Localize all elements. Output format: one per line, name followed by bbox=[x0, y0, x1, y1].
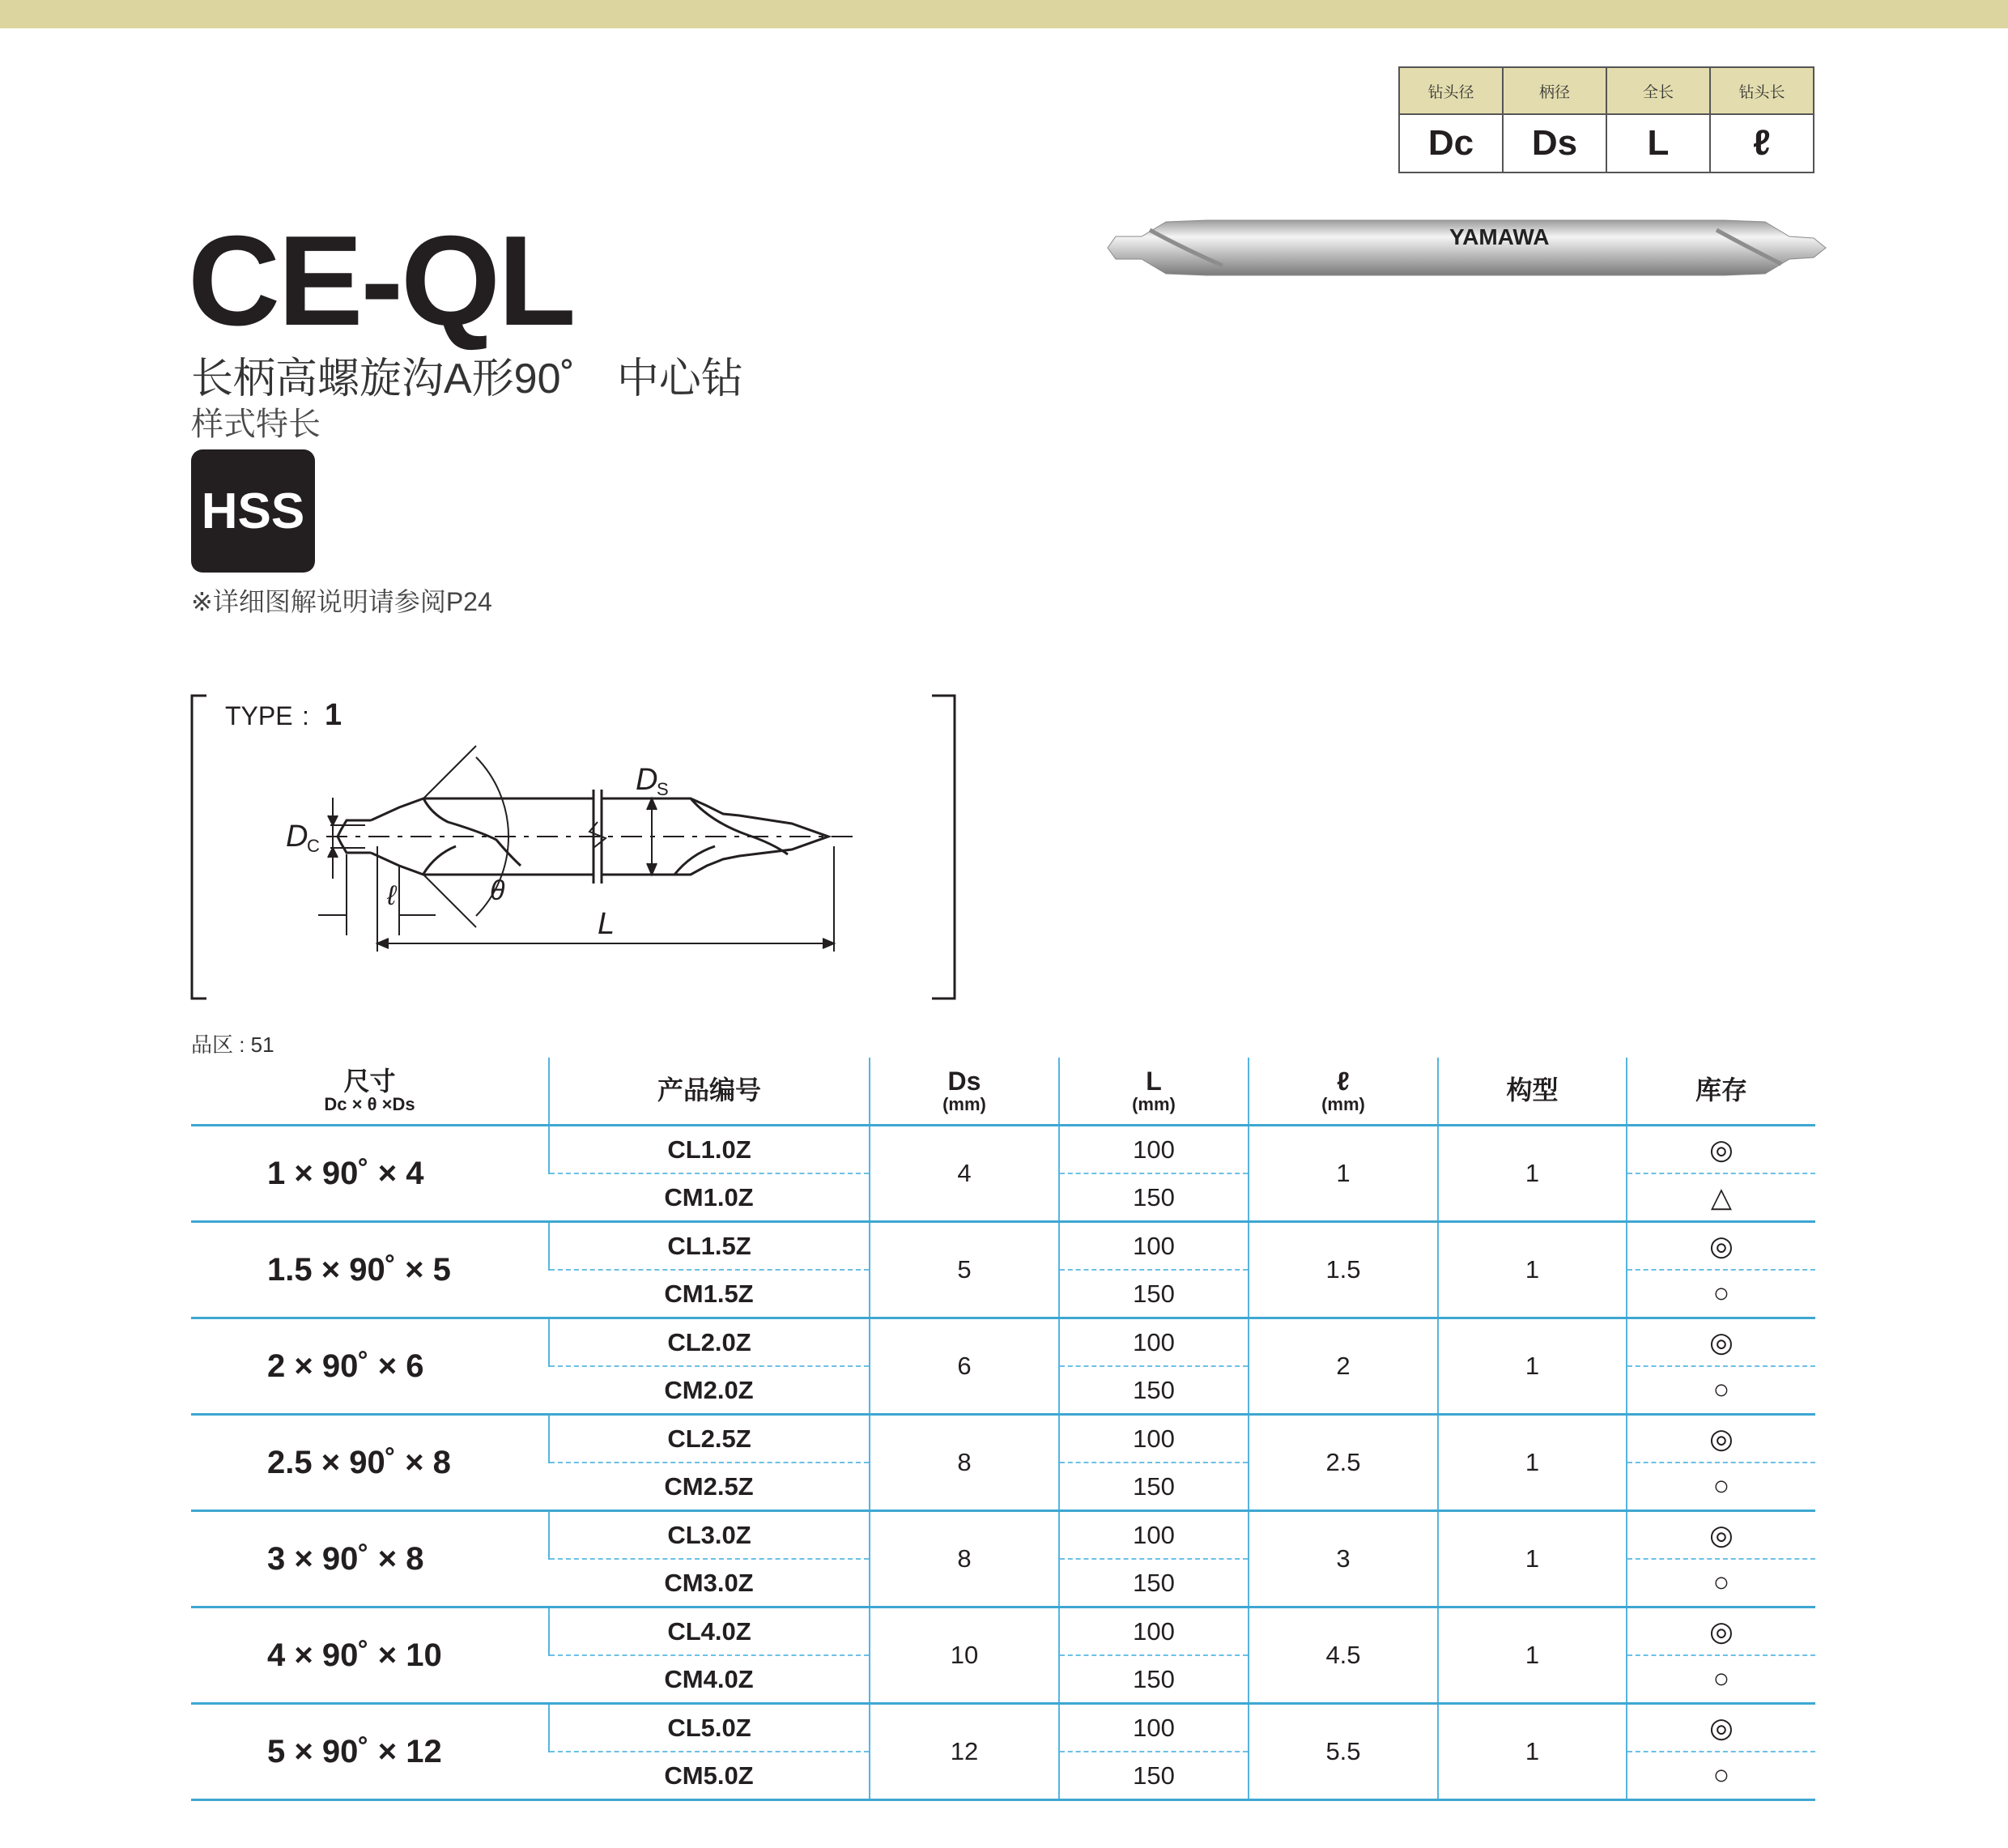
header-code: 产品编号 bbox=[549, 1058, 870, 1126]
type-value: 1 bbox=[325, 698, 342, 732]
legend-header: 钻头径 bbox=[1399, 67, 1503, 114]
ds-cell: 12 bbox=[870, 1704, 1059, 1800]
flute-length-cell: 1.5 bbox=[1249, 1222, 1438, 1318]
header-type: 构型 bbox=[1438, 1058, 1627, 1126]
stock-cell: ◎ bbox=[1627, 1126, 1815, 1174]
center-drill-photo bbox=[1101, 209, 1830, 287]
length-cell: 150 bbox=[1059, 1173, 1249, 1222]
dc-sub: C bbox=[307, 836, 320, 856]
product-code-cell: CM5.0Z bbox=[549, 1752, 870, 1800]
product-subtitle: 长柄高螺旋沟A形90˚ 中心钻 bbox=[191, 356, 743, 402]
table-row bbox=[191, 1704, 1815, 1752]
header-flute-length: ℓ (mm) bbox=[1249, 1058, 1438, 1126]
product-code-cell: CL3.0Z bbox=[549, 1511, 870, 1560]
size-cell: 4 × 90˚ × 10 bbox=[191, 1607, 549, 1704]
table-row bbox=[191, 1126, 1815, 1174]
type-cell: 1 bbox=[1438, 1222, 1627, 1318]
product-code-cell: CL4.0Z bbox=[549, 1607, 870, 1656]
ds-cell: 10 bbox=[870, 1607, 1059, 1704]
product-code-cell: CL1.0Z bbox=[549, 1126, 870, 1174]
type-cell: 1 bbox=[1438, 1607, 1627, 1704]
size-cell: 3 × 90˚ × 8 bbox=[191, 1511, 549, 1607]
flute-length-cell: 3 bbox=[1249, 1511, 1438, 1607]
svg-text::: : bbox=[302, 701, 309, 730]
product-code-cell: CM2.0Z bbox=[549, 1366, 870, 1415]
length-cell: 150 bbox=[1059, 1270, 1249, 1318]
table-row bbox=[191, 1222, 1815, 1271]
header-size: 尺寸 Dc × θ ×Ds bbox=[191, 1058, 549, 1126]
flute-length-cell: 2.5 bbox=[1249, 1415, 1438, 1511]
stock-cell: ○ bbox=[1627, 1366, 1815, 1415]
stock-cell: ○ bbox=[1627, 1463, 1815, 1511]
table-row bbox=[191, 1415, 1815, 1463]
length-cell: 100 bbox=[1059, 1222, 1249, 1271]
stock-cell: ◎ bbox=[1627, 1607, 1815, 1656]
legend-header: 钻头长 bbox=[1710, 67, 1814, 114]
legend-header: 柄径 bbox=[1503, 67, 1606, 114]
legend-symbol: Dc bbox=[1399, 114, 1503, 172]
size-cell: 1 × 90˚ × 4 bbox=[191, 1126, 549, 1222]
ds-cell: 8 bbox=[870, 1511, 1059, 1607]
header-stock: 库存 bbox=[1627, 1058, 1815, 1126]
product-code: CE-QL bbox=[188, 210, 574, 352]
product-code-cell: CM1.0Z bbox=[549, 1173, 870, 1222]
length-cell: 150 bbox=[1059, 1752, 1249, 1800]
flute-length-cell: 1 bbox=[1249, 1126, 1438, 1222]
theta-label: θ bbox=[490, 875, 505, 906]
bracket-left bbox=[192, 696, 206, 999]
stock-cell: △ bbox=[1627, 1173, 1815, 1222]
product-code-cell: CM3.0Z bbox=[549, 1559, 870, 1607]
flute-length-cell: 2 bbox=[1249, 1318, 1438, 1415]
stock-cell: ◎ bbox=[1627, 1222, 1815, 1271]
table-row bbox=[191, 1607, 1815, 1656]
ds-cell: 5 bbox=[870, 1222, 1059, 1318]
length-cell: 100 bbox=[1059, 1318, 1249, 1367]
ds-label: D bbox=[636, 763, 658, 797]
product-code-cell: CM1.5Z bbox=[549, 1270, 870, 1318]
type-cell: 1 bbox=[1438, 1704, 1627, 1800]
product-code-cell: CM4.0Z bbox=[549, 1655, 870, 1704]
stock-cell: ○ bbox=[1627, 1655, 1815, 1704]
zone-label: 品区 : 51 bbox=[191, 1033, 274, 1057]
length-cell: 150 bbox=[1059, 1366, 1249, 1415]
type-cell: 1 bbox=[1438, 1318, 1627, 1415]
top-accent-bar bbox=[0, 0, 2008, 28]
table-row bbox=[191, 1511, 1815, 1560]
ds-cell: 8 bbox=[870, 1415, 1059, 1511]
brand-label: YAMAWA bbox=[1449, 224, 1550, 249]
length-cell: 150 bbox=[1059, 1655, 1249, 1704]
ds-cell: 6 bbox=[870, 1318, 1059, 1415]
header-length: L (mm) bbox=[1059, 1058, 1249, 1126]
length-cell: 100 bbox=[1059, 1126, 1249, 1174]
product-code-cell: CL1.5Z bbox=[549, 1222, 870, 1271]
ds-sub: S bbox=[657, 779, 669, 799]
product-variant: 样式特长 bbox=[191, 407, 321, 442]
legend-symbol: L bbox=[1606, 114, 1710, 172]
product-code-cell: CL5.0Z bbox=[549, 1704, 870, 1752]
length-cell: 100 bbox=[1059, 1415, 1249, 1463]
size-cell: 1.5 × 90˚ × 5 bbox=[191, 1222, 549, 1318]
dimension-legend bbox=[1398, 66, 1814, 173]
type-diagram bbox=[189, 692, 958, 1002]
stock-cell: ◎ bbox=[1627, 1704, 1815, 1752]
flute-length-cell: 5.5 bbox=[1249, 1704, 1438, 1800]
bracket-right bbox=[932, 696, 955, 999]
length-cell: 150 bbox=[1059, 1559, 1249, 1607]
L-label: L bbox=[598, 907, 615, 941]
length-cell: 100 bbox=[1059, 1511, 1249, 1560]
stock-cell: ◎ bbox=[1627, 1318, 1815, 1367]
length-cell: 100 bbox=[1059, 1607, 1249, 1656]
stock-cell: ◎ bbox=[1627, 1511, 1815, 1560]
product-code-cell: CL2.0Z bbox=[549, 1318, 870, 1367]
table-row bbox=[191, 1318, 1815, 1367]
legend-symbol: ℓ bbox=[1710, 114, 1814, 172]
type-cell: 1 bbox=[1438, 1126, 1627, 1222]
type-cell: 1 bbox=[1438, 1511, 1627, 1607]
length-cell: 150 bbox=[1059, 1463, 1249, 1511]
stock-cell: ◎ bbox=[1627, 1415, 1815, 1463]
ds-cell: 4 bbox=[870, 1126, 1059, 1222]
type-cell: 1 bbox=[1438, 1415, 1627, 1511]
size-cell: 5 × 90˚ × 12 bbox=[191, 1704, 549, 1800]
legend-symbol: Ds bbox=[1503, 114, 1606, 172]
type-label: TYPE bbox=[225, 701, 293, 730]
spec-table bbox=[191, 1058, 1815, 1801]
header-ds: Ds (mm) bbox=[870, 1058, 1059, 1126]
product-code-cell: CL2.5Z bbox=[549, 1415, 870, 1463]
legend-header: 全长 bbox=[1606, 67, 1710, 114]
ds-dimension bbox=[647, 798, 657, 875]
l-small-label: ℓ bbox=[387, 880, 396, 911]
size-cell: 2.5 × 90˚ × 8 bbox=[191, 1415, 549, 1511]
flute-length-cell: 4.5 bbox=[1249, 1607, 1438, 1704]
product-code-cell: CM2.5Z bbox=[549, 1463, 870, 1511]
stock-cell: ○ bbox=[1627, 1270, 1815, 1318]
stock-cell: ○ bbox=[1627, 1559, 1815, 1607]
dc-label: D bbox=[286, 820, 308, 854]
length-cell: 100 bbox=[1059, 1704, 1249, 1752]
size-cell: 2 × 90˚ × 6 bbox=[191, 1318, 549, 1415]
stock-cell: ○ bbox=[1627, 1752, 1815, 1800]
reference-note: ※详细图解说明请参阅P24 bbox=[191, 587, 492, 616]
material-badge: HSS bbox=[191, 449, 315, 573]
